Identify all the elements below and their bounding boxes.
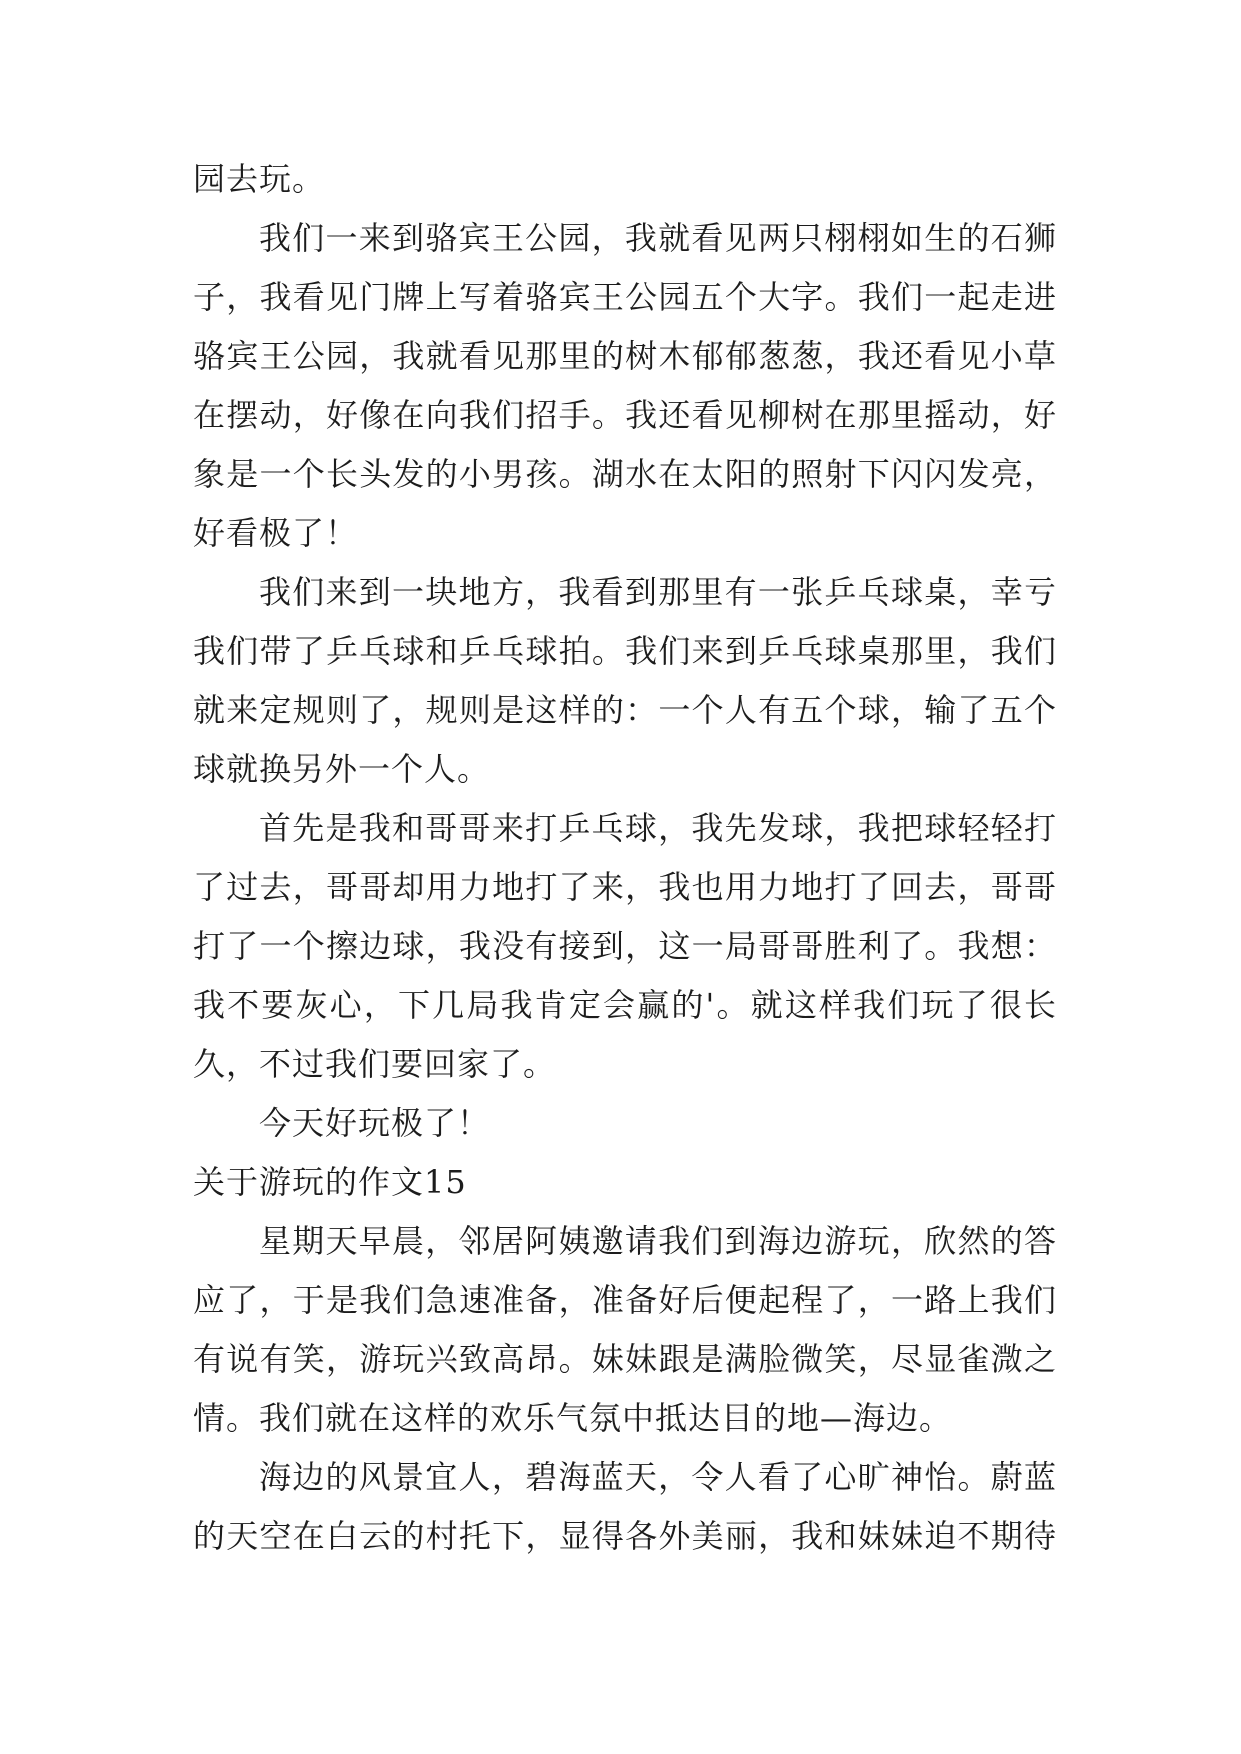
text-line: 就来定规则了，规则是这样的：一个人有五个球，输了五个 (193, 691, 1057, 729)
text-line: 子，我看见门牌上写着骆宾王公园五个大字。我们一起走进 (193, 278, 1057, 316)
text-line: 久，不过我们要回家了。 (193, 1045, 557, 1083)
text-line: 了过去，哥哥却用力地打了来，我也用力地打了回去，哥哥 (193, 868, 1057, 906)
text-line: 球就换另外一个人。 (193, 750, 491, 788)
paragraph (193, 799, 1057, 1094)
paragraph (193, 1448, 1057, 1566)
text-line: 星期天早晨，邻居阿姨邀请我们到海边游玩，欣然的答 (259, 1222, 1057, 1260)
text-line: 我们一来到骆宾王公园，我就看见两只栩栩如生的石狮 (259, 219, 1057, 257)
text-line: 园去玩。 (193, 160, 326, 198)
text-line: 海边的风景宜人，碧海蓝天，令人看了心旷神怡。蔚蓝 (259, 1458, 1057, 1496)
text-line: 我们带了乒乓球和乒乓球拍。我们来到乒乓球桌那里，我们 (193, 632, 1057, 670)
text-line: 我们来到一块地方，我看到那里有一张乒乓球桌，幸亏 (259, 573, 1057, 611)
text-line: 的天空在白云的村托下，显得各外美丽，我和妹妹迫不期待 (193, 1517, 1057, 1555)
text-line: 骆宾王公园，我就看见那里的树木郁郁葱葱，我还看见小草 (193, 337, 1057, 375)
paragraph (193, 150, 1057, 209)
text-line: 情。我们就在这样的欢乐气氛中抵达目的地—海边。 (193, 1399, 953, 1437)
text-line: 好看极了！ (193, 514, 359, 552)
essay-title: 关于游玩的作文15 (193, 1163, 467, 1201)
text-line: 象是一个长头发的小男孩。湖水在太阳的照射下闪闪发亮， (193, 455, 1057, 493)
paragraph (193, 563, 1057, 799)
paragraph (193, 1212, 1057, 1448)
document-body (193, 150, 1057, 1566)
text-line: 有说有笑，游玩兴致高昂。妹妹跟是满脸微笑，尽显雀溦之 (193, 1340, 1057, 1378)
text-line: 应了，于是我们急速准备，准备好后便起程了，一路上我们 (193, 1281, 1057, 1319)
text-line: 首先是我和哥哥来打乒乓球，我先发球，我把球轻轻打 (259, 809, 1057, 847)
text-line: 我不要灰心，下几局我肯定会赢的'。就这样我们玩了很长 (193, 986, 1057, 1024)
text-line: 今天好玩极了！ (259, 1104, 491, 1142)
paragraph (193, 209, 1057, 563)
text-line: 在摆动，好像在向我们招手。我还看见柳树在那里摇动，好 (193, 396, 1057, 434)
paragraph (193, 1094, 1057, 1153)
text-line: 打了一个擦边球，我没有接到，这一局哥哥胜利了。我想： (193, 927, 1057, 965)
